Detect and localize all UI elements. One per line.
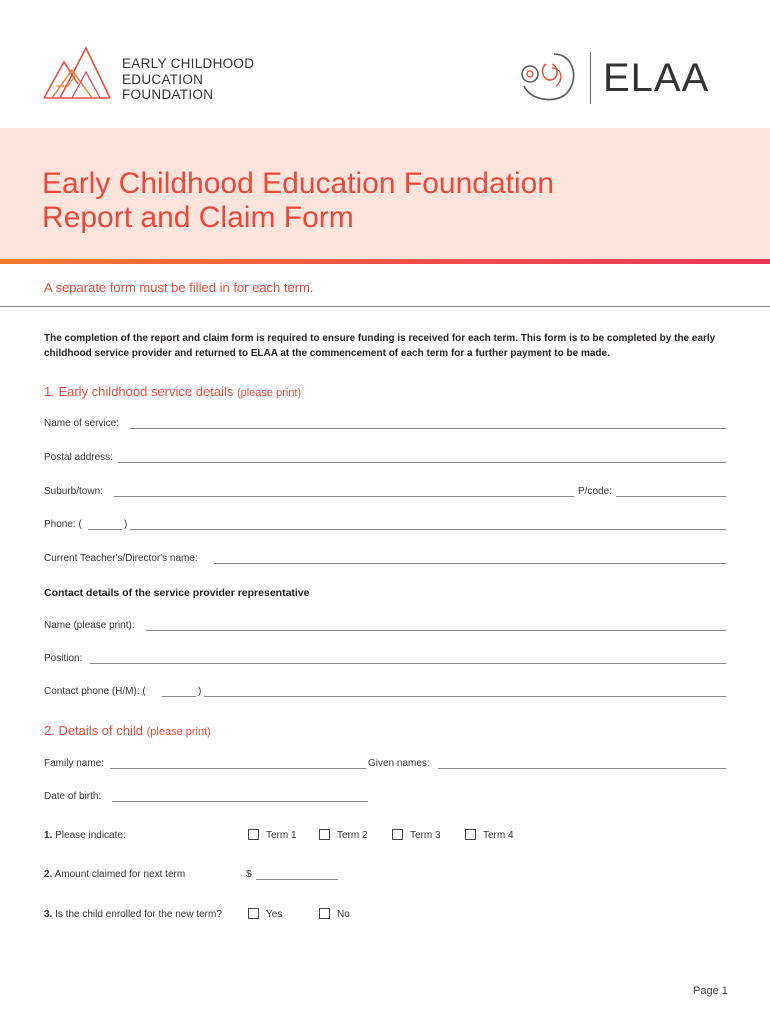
- section-2-heading: [44, 723, 211, 738]
- family-name-label: Family name:: [44, 758, 105, 769]
- given-names-label: Given names:: [368, 758, 430, 769]
- term-3-label: Term 3: [410, 830, 441, 841]
- term-3-checkbox[interactable]: [392, 829, 403, 840]
- term-4-checkbox[interactable]: [465, 829, 476, 840]
- phone-label: Phone: (: [44, 519, 82, 530]
- amount-claimed-field[interactable]: [256, 879, 338, 880]
- intro-paragraph: The completion of the report and claim form is required to ensure funding is received for each term. This form is to be completed by the early childhood service provider and returned to ELAA at the commencement of each term for a further payment to be made.: [44, 333, 716, 359]
- term-2-label: Term 2: [337, 830, 368, 841]
- contact-name-label: Name (please print):: [44, 620, 135, 631]
- question-1-number: 1.: [44, 830, 53, 841]
- foundation-logo-line-2: EDUCATION: [122, 71, 204, 87]
- section-1-title: 1. Early childhood service details: [44, 384, 234, 399]
- enrolled-no-checkbox[interactable]: [319, 908, 330, 919]
- pcode-label: P/code:: [578, 486, 612, 497]
- contact-phone-paren-close: ): [198, 686, 202, 697]
- pcode-field[interactable]: [616, 496, 726, 497]
- enrolled-no-label: No: [337, 909, 350, 920]
- contact-name-field[interactable]: [146, 630, 726, 631]
- foundation-logo-icon: [42, 44, 112, 102]
- question-1: [44, 830, 126, 841]
- section-1-heading: [44, 384, 301, 399]
- position-label: Position:: [44, 653, 83, 664]
- position-field[interactable]: [90, 663, 726, 664]
- foundation-logo-text: [122, 56, 254, 103]
- postal-address-field[interactable]: [118, 462, 726, 463]
- page-subtitle: Report and Claim Form: [42, 201, 354, 234]
- term-1-label: Term 1: [266, 830, 297, 841]
- question-1-text: Please indicate:: [55, 830, 126, 841]
- foundation-logo-line-3: FOUNDATION: [122, 87, 214, 102]
- date-of-birth-field[interactable]: [112, 801, 368, 802]
- page-number: Page 1: [693, 985, 728, 997]
- teacher-director-field[interactable]: [214, 563, 726, 564]
- contact-phone-field[interactable]: [204, 696, 726, 697]
- term-4-label: Term 4: [483, 830, 514, 841]
- term-1-checkbox[interactable]: [248, 829, 259, 840]
- postal-address-label: Postal address:: [44, 452, 113, 463]
- teacher-director-label: Current Teacher's/Director's name:: [44, 553, 198, 564]
- name-of-service-field[interactable]: [130, 428, 726, 429]
- contact-phone-label: Contact phone (H/M): (: [44, 686, 146, 697]
- date-of-birth-label: Date of birth:: [44, 791, 102, 802]
- contact-details-heading: Contact details of the service provider representative: [44, 587, 310, 599]
- suburb-town-label: Suburb/town:: [44, 486, 103, 497]
- section-2-title: 2. Details of child: [44, 723, 143, 738]
- foundation-logo-line-1: EARLY CHILDHOOD: [122, 56, 255, 71]
- enrolled-yes-checkbox[interactable]: [248, 908, 259, 919]
- given-names-field[interactable]: [438, 768, 726, 769]
- question-2-number: 2.: [44, 869, 53, 880]
- divider: [0, 306, 770, 307]
- elaa-logo-divider: [590, 52, 591, 104]
- name-of-service-label: Name of service:: [44, 418, 120, 429]
- suburb-town-field[interactable]: [114, 496, 574, 497]
- question-2-text: Amount claimed for next term: [54, 869, 186, 880]
- question-3-number: 3.: [44, 909, 53, 920]
- term-2-checkbox[interactable]: [319, 829, 330, 840]
- elaa-logo-text: ELAA: [603, 56, 710, 100]
- title-band-gradient-rule: [0, 259, 770, 264]
- form-instruction: A separate form must be filled in for each term.: [44, 280, 314, 295]
- phone-paren-close: ): [124, 519, 128, 530]
- phone-number-field[interactable]: [130, 529, 726, 530]
- question-3: [44, 909, 222, 920]
- currency-symbol: $: [246, 869, 252, 880]
- contact-phone-area-field[interactable]: [162, 696, 196, 697]
- enrolled-yes-label: Yes: [266, 909, 283, 920]
- elaa-logo-icon: [516, 50, 580, 102]
- section-2-note: (please print): [146, 726, 211, 738]
- phone-area-code-field[interactable]: [88, 529, 122, 530]
- page-title: Early Childhood Education Foundation: [42, 167, 555, 200]
- section-1-note: (please print): [236, 387, 302, 399]
- question-3-text: Is the child enrolled for the new term?: [55, 909, 222, 920]
- family-name-field[interactable]: [110, 768, 366, 769]
- question-2: [44, 869, 185, 880]
